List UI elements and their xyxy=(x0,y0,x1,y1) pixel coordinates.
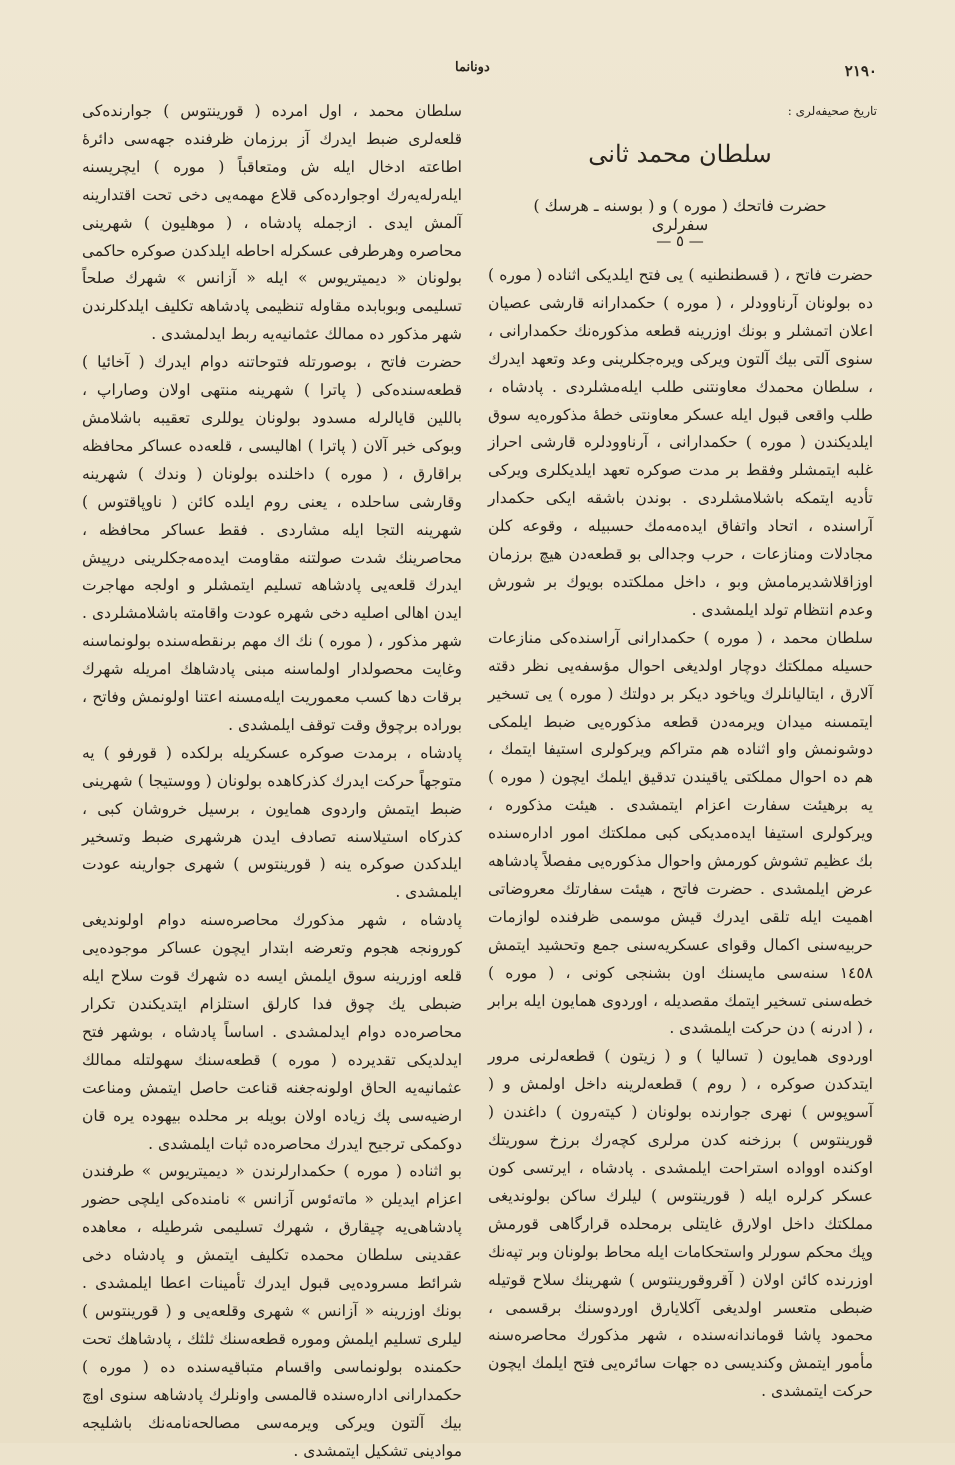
left-column xyxy=(82,98,462,1465)
paragraph: بو اثناده ( موره ) حكمدارلرندن « ديميتريوس » طرفندن اعزام ايديلن « ماتەئوس آزانس » نامنده‌كى ايلچى حضور پادشاهى‌يه چيقارق ، شهرك تسليمى شرطيله ، معاهده عقدينى سلطان محمده تكليف ايتمش و پادشاه دخى شرائط مسرودەيى قبول ايدرك تأمينات اعطا ايلمشدى . بونك اوزرينه « آزانس » شهرى وقلعه‌يى و ( قورينتوس ) ليلرى تسليم ايلمش وموره قطعه‌سنك ثلثك ، پادشاهك تحت حكمنده بولونماسى واقسام متباقيه‌سنده ده ( موره ) حكمدارانى ادارەسنده قالمسى واونلرك پادشاهه سنوى اوچ بيك آلتون ويركى ويرمه‌سى مصالحه‌نامه‌نك باشليجه موادينى تشكيل ايتمشدى . xyxy=(82,1162,462,1460)
paragraph: اوردوى همايون ( تساليا ) و ( زيتون ) قطعه‌لرنى مرور ايتدكدن صوكره ، ( روم ) قطعه‌لرينه داخل اولمش و ( آسوپوس ) نهرى جوارنده بولونان ( كيتەرون ) داغندن ( قورينتوس ) برزخنه كدن مرلرى كچه‌رك برزخ سوريتك اوكنده اوواده استراحت ايلمشدى . پادشاه ، ايرتسى كون عسكر كرلره ايله ( قورينتوس ) ليلرك ساكن بولونديغى مملكتك داخل اولارق غايتلى برمحلده قرارگاهى قورمش وپك محكم سورلر واستحكامات ايله محاط بولونان وبر تپه‌نك اوزرنده كائن اولان ( آقروقورينتوس ) شهرينك سلاح قوتيله ضبطى متعسر اولديغى آكلايارق اوردوسنك برقسمى ، محمود پاشا قوماندانه‌سنده ، شهر مذكورك محاصره‌سنه مأمور ايتمش وكنديسى ده جهات سائره‌يى فتح ايلمك ايچون حركت ايتمشدى . xyxy=(488,1047,873,1401)
journal-title: دونانما xyxy=(455,60,490,75)
page-number: ۲۱۹۰ xyxy=(844,62,877,80)
section-subheading: حضرت فاتحك ( موره ) و ( بوسنه ـ هرسك ) سفرلرى xyxy=(533,196,827,234)
right-column xyxy=(488,262,873,1406)
paragraph: سلطان محمد ، اول امرده ( قورينتوس ) جوارنده‌كى قلعه‌لرى ضبط ايدرك آز برزمان ظرفنده جهه‌سى دائرهٔ اطاعته ادخال ايله ش ومتعاقباً ( موره ) ايچريسنه ايلەرله‌يەرك اوجوارده‌كى قلاع مهمه‌يى دخى تحت اقتدارينه آلمش ايدى . ازجمله پادشاه ، ( موهليون ) شهرينى محاصره وهرطرفى عسكرله احاطه ايلدكدن صوكره حاكمى بولونان « ديميتريوس » ايله « آزانس » شهرك صلحاً تسليمى وبوبابده مقاوله تنظيمى پادشاهه تكليف ايلدكلرندن شهر مذكور ده ممالك عثمانيه‌يه ربط ايدلمشدى . xyxy=(82,102,462,344)
paragraph: حضرت فاتح ، ( قسطنطنيه ) يى فتح ايلديكى اثناده ( موره ) ده بولونان آرناوودلر ، ( موره ) حكمدارانه قارشى عصيان اعلان اتمشلر و بونك اوزرينه قطعه مذكوره‌نك حكمدارانى ، سنوى آلتى بيك آلتون ويركى ويره‌جكلرينى وعد وتعهد ايدرك ، سلطان محمدك معاونتنى طلب ايله‌مشلردى . پادشاه ، طلب واقعى قبول ايله عسكر معاونتى خطهٔ مذكوره‌يه سوق ايلديكندن ( موره ) حكمدارانى ، آرناوودلره قارشى احراز غلبه ايتمشلر وفقط بر مدت صوكره تعهد ايلديكلرى ويركى تأديه ايتمكه باشلامشلردى . بوندن باشقه ايكى حكمدار آراسنده ، اتحاد واتفاق ايدەمه‌مك حسبيله ، وقوعه كلن مجادلات ومنازعات ، حرب وجدالى بو قطعه‌دن هيچ برزمان اوزاقلاشديرمامش وبو ، داخل مملكتده بويوك بر شورش وعدم انتظام تولد ايلمشدى . xyxy=(488,266,873,619)
section-heading: سلطان محمد ثانى xyxy=(588,140,772,168)
paragraph: پادشاه ، شهر مذكورك محاصره‌سنه دوام اولونديغى كورونجه هجوم وتعرضه ابتدار ايچون عساكر موجوده‌يى قلعه اوزرينه سوق ايلمش ايسه ده شهرك قوت سلاح ايله ضبطى يك چوق فدا كارلق استلزام ايتديكندن تكرار محاصره‌ده دوام ايدلمشدى . اساساً پادشاه ، بوشهر فتح ايدلديكى تقديرده ( موره ) قطعه‌سنك سهولتله ممالك عثمانيه‌يه الحاق اولونه‌جغنه قناعت حاصل ايتمش ومناعت ارضيه‌سى پك زياده اولان بويله بر محلده بيهوده يره قان دوكمكى ترجيح ايدرك محاصره‌ده ثبات ايلمشدى . xyxy=(82,911,462,1153)
paragraph: سلطان محمد ، ( موره ) حكمدارانى آراسنده‌كى منازعات حسيله مملكتك دوچار اولديغى احوال مؤسفه‌يى نظر دقته آلارق ، ايتاليانلرك وياخود ديكر بر دولتك ( موره ) يى تسخير ايتمسنه ميدان ويرمەدن قطعه مذكوره‌يى ضبط ايلمكى دوشونمش واو اثناده هم متراكم ويركولرى استيفا ايتمك ، هم ده احوال مملكتى ياقيندن تدقيق ايلمك ايچون ( موره ) يه برهيئت سفارت اعزام ايتمشدى . هيئت مذكوره ، ويركولرى استيفا ايده‌مديكى كبى مملكتك امور ادارەسنده بك عظيم تشوش كورمش واحوال مذكوره‌يى مفصلاً پادشاهه عرض ايلمشدى . حضرت فاتح ، هيئت سفارتك معروضاتى اهميت ايله تلقى ايدرك قيش موسمى ظرفنده لوازمات حربيه‌سنى اكمال وقواى عسكريه‌سنى جمع وتحشيد ايتمش ۱٤٥٨ سنه‌سى مايسنك اون بشنجى كونى ، ( موره ) خطه‌سنى تسخير ايتمك مقصديله ، اوردوى همايون ايله برابر ، ( ادرنه ) دن حركت ايلمشدى . xyxy=(488,628,873,1038)
section-number: — ٥ — xyxy=(656,232,704,250)
paragraph: پادشاه ، برمدت صوكره عسكريله برلكده ( قورفو ) يه متوجهاً حركت ايدرك كذركاهده بولونان ( ووستيجا ) شهرينى ضبط ايتمش واردوى همايون ، برسيل خروشان كبى ، كذركاه استيلاسنه تصادف ايدن هرشهرى ضبط وتسخير ايلدكدن صوكره ينه ( قورينتوس ) شهرى جوارينه عودت ايلمشدى . xyxy=(82,743,462,902)
series-label: تاريخ صحيفه‌لرى : xyxy=(787,104,877,118)
paragraph: حضرت فاتح ، بوصورتله فتوحاتنه دوام ايدرك ( آخائيا ) قطعه‌سنده‌كى ( پاترا ) شهرينه منتهى اولان وصاراپ ، باللين قايالرله مسدود بولونان يوللرى تعقيبه باشلامش وبوكى خبر آلان ( پاترا ) اهاليسى ، قلعه‌ده عساكر محافظه براقارق ، ( موره ) داخلنده بولونان ( وندك ) شهرينه وقارشى ساحلده ، يعنى روم ايلده كائن ( ناوپاقتوس ) شهرينه التجا ايله مشاردى . فقط عساكر محافظه ، محاصرينك شدت صولتنه مقاومت ايده‌مه‌جكلرينى درپيش ايدرك قلعه‌يى پادشاهه تسليم ايتمشلر و اولجه مهاجرت ايدن اهالى اصليه دخى شهره عودت واقامته باشلامشلردى . شهر مذكور ، ( موره ) نك اك مهم برنقطه‌سنده بولونماسنه وغايت محصولدار اولماسنه مبنى پادشاهك امريله شهرك برقات دها كسب معموريت ايلەمسنه اعتنا اولونمش وفاتح ، بوراده برچوق وقت توقف ايلمشدى . xyxy=(82,353,462,734)
